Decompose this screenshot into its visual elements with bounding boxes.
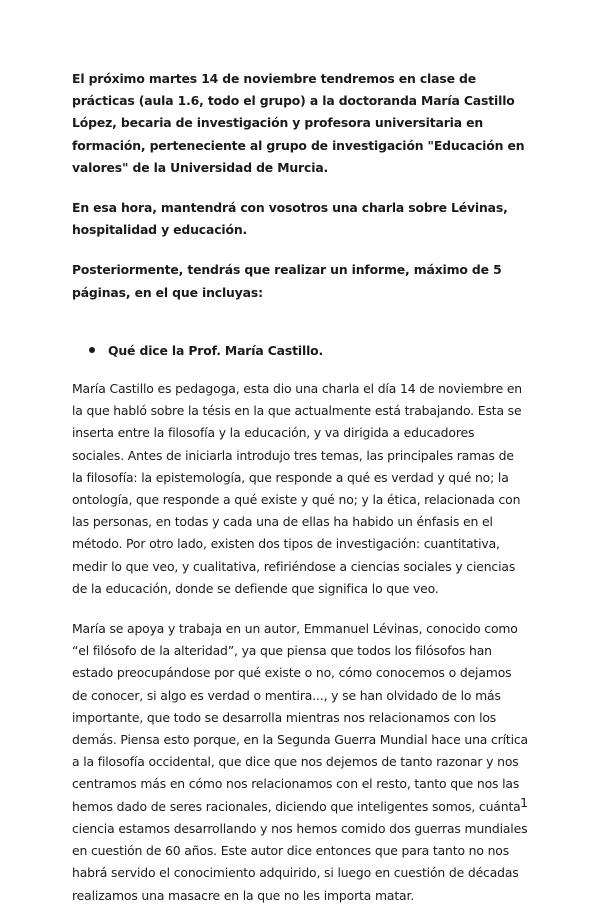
body-paragraph-levinas: María se apoya y trabaja en un autor, Emmanuel Lévinas, conocido como “el filósofo de la alteridad”, ya que piensa que todos los filósofos han estado preocupándose por qué existe o no, cómo conocemos o dejamos de conocer, si algo es verdad o mentira..., y se han olvidado de lo más importante, que todo se desarrolla mientras nos relacionamos con los demás. Piensa esto porque, en la Segunda Guerra Mundial hace una crítica a la filosofía occidental, que dice que nos dejemos de tanto razonar y nos centramos más en cómo nos relacionamos con el resto, tanto que nos las hemos dado de seres racionales, diciendo que inteligentes somos, cuánta ciencia estamos desarrollando y nos hemos comido dos guerras mundiales en cuestión de 60 años. Este autor dice entonces que para tanto no nos habrá servido el conocimiento adquirido, si luego en cuestión de décadas realizamos una masacre en la que no les importa matar.: [72, 621, 529, 903]
bullet-item-text: Qué dice la Prof. María Castillo.: [108, 342, 324, 358]
document-body: [72, 68, 528, 907]
body-paragraph-summary: María Castillo es pedagoga, esta dio una charla el día 14 de noviembre en la que habló sobre la tésis en la que actualmente está trabajando. Esta se inserta entre la filosofía y la educación, y va dirigida a educadores sociales. Antes de iniciarla introdujo tres temas, las principales ramas de la filosofía: la epistemología, que responde a qué es verdad y qué no; la ontología, que responde a qué existe y qué no; y la ética, relacionada con las personas, en todas y cada una de ellas ha habido un énfasis en el método. Por otro lado, existen dos tipos de investigación: cuantitativa, medir lo que veo, y cualitativa, refiriéndose a ciencias sociales y ciencias de la educación, donde se defiende que significa lo que veo.: [72, 381, 523, 596]
intro-paragraph-announcement: El próximo martes 14 de noviembre tendremos en clase de prácticas (aula 1.6, todo el grupo) a la doctoranda María Castillo López, becaria de investigación y profesora universitaria en formación, perteneciente al grupo de investigación "Educación en valores" de la Universidad de Murcia.: [72, 71, 525, 175]
intro-paragraph-report: Posteriormente, tendrás que realizar un informe, máximo de 5 páginas, en el que incluyas:: [72, 262, 502, 300]
intro-paragraph-talk: En esa hora, mantendrá con vosotros una charla sobre Lévinas, hospitalidad y educación.: [72, 200, 508, 238]
bullet-list-item: [89, 340, 528, 362]
page-number: 1: [520, 795, 528, 810]
bullet-icon: [89, 347, 95, 353]
